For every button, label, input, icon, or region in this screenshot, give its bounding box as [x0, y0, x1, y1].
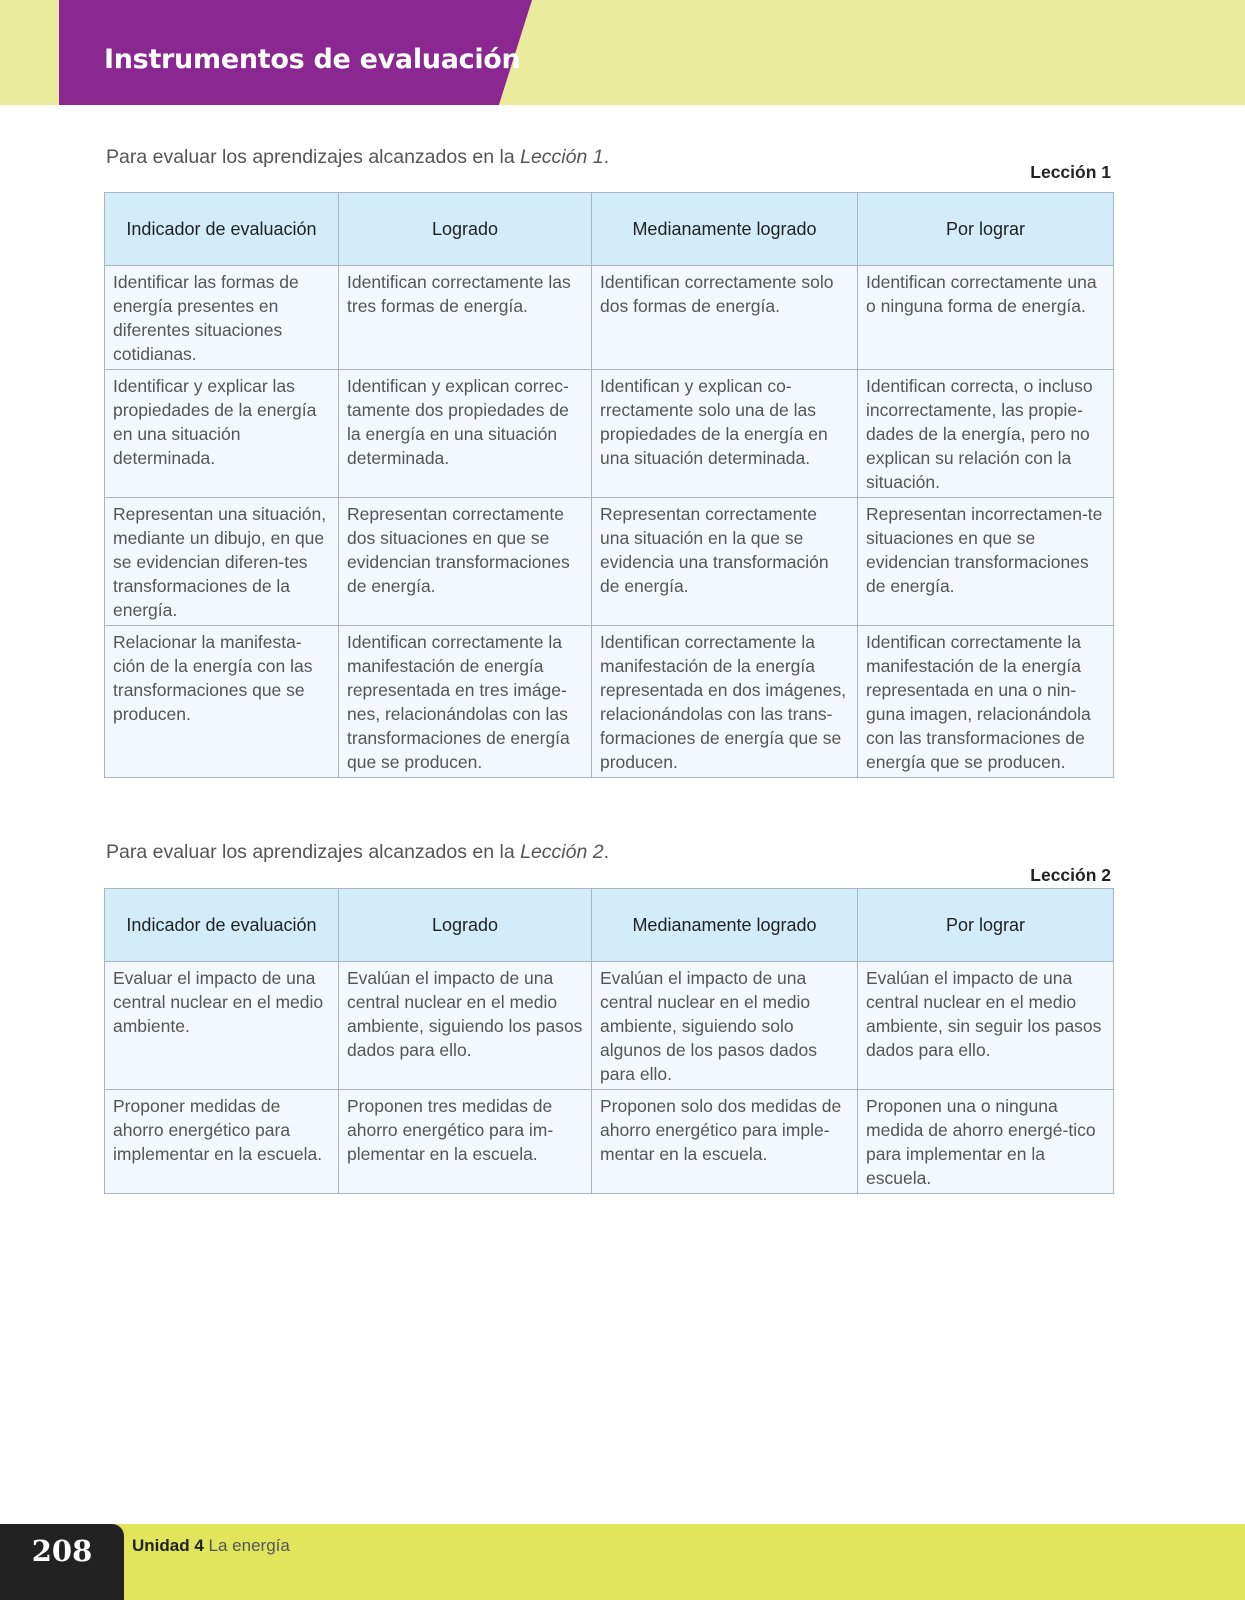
rubric-table-lesson-2: [104, 888, 1114, 1194]
table-cell: Identificar las formas de energía presentes en diferentes situaciones cotidianas.: [105, 266, 339, 370]
table-cell: Identifican correctamente las tres formas de energía.: [339, 266, 592, 370]
table-cell: Proponen tres medidas de ahorro energético para im-plementar en la escuela.: [339, 1090, 592, 1194]
table-row: [105, 626, 1114, 778]
table-row: [105, 370, 1114, 498]
section1-lesson-label: Lección 1: [1030, 162, 1111, 182]
section2-intro-prefix: Para evaluar los aprendizajes alcanzados en la: [106, 841, 521, 863]
page-number: 208: [31, 1534, 93, 1568]
section1-intro-suffix: .: [603, 146, 609, 168]
table-cell: Evaluar el impacto de una central nuclear en el medio ambiente.: [105, 962, 339, 1090]
table-header-row: [105, 889, 1114, 962]
footer-unit: [132, 1536, 290, 1556]
table-cell: Identifican correctamente la manifestación de energía representada en tres imáge-nes, relacionándolas con las transformaciones de energía que se producen.: [339, 626, 592, 778]
section2-intro-suffix: .: [603, 841, 609, 863]
page-title: Instrumentos de evaluación: [104, 44, 521, 75]
table-row: [105, 266, 1114, 370]
section2-lesson-label: Lección 2: [1030, 865, 1111, 885]
table-cell: Identifican y explican co-rrectamente solo una de las propiedades de la energía en una situación determinada.: [592, 370, 858, 498]
table-cell: Identifican correctamente la manifestación de la energía representada en una o nin-guna imagen, relacionándola con las transformaciones de energía que se producen.: [858, 626, 1114, 778]
table-row: [105, 1090, 1114, 1194]
column-header-medianamente-logrado: Medianamente logrado: [592, 193, 858, 266]
table-cell: Representan incorrectamen-te situaciones en que se evidencian transformaciones de energía.: [858, 498, 1114, 626]
rubric-table-lesson-1: [104, 192, 1114, 778]
table-cell: Proponen una o ninguna medida de ahorro energé-tico para implementar en la escuela.: [858, 1090, 1114, 1194]
table-cell: Proponer medidas de ahorro energético para implementar en la escuela.: [105, 1090, 339, 1194]
column-header-indicator: Indicador de evaluación: [105, 193, 339, 266]
section2-intro: [106, 841, 609, 864]
table-cell: Identifican correctamente una o ninguna forma de energía.: [858, 266, 1114, 370]
footer-unit-label: Unidad 4: [132, 1536, 204, 1555]
table-cell: Proponen solo dos medidas de ahorro energético para imple-mentar en la escuela.: [592, 1090, 858, 1194]
column-header-por-lograr: Por lograr: [858, 193, 1114, 266]
table-cell: Representan correctamente dos situaciones en que se evidencian transformaciones de energía.: [339, 498, 592, 626]
table-cell: Representan correctamente una situación en la que se evidencia una transformación de energía.: [592, 498, 858, 626]
section1-intro-prefix: Para evaluar los aprendizajes alcanzados en la: [106, 146, 521, 168]
column-header-indicator: Indicador de evaluación: [105, 889, 339, 962]
table-cell: Identificar y explicar las propiedades de la energía en una situación determinada.: [105, 370, 339, 498]
table-row: [105, 962, 1114, 1090]
column-header-medianamente-logrado: Medianamente logrado: [592, 889, 858, 962]
section1-intro-lesson: Lección 1: [520, 146, 604, 168]
table-row: [105, 498, 1114, 626]
table-cell: Evalúan el impacto de una central nuclear en el medio ambiente, siguiendo los pasos dados para ello.: [339, 962, 592, 1090]
footer-unit-topic: La energía: [208, 1536, 290, 1555]
table-cell: Evalúan el impacto de una central nuclear en el medio ambiente, siguiendo solo algunos de los pasos dados para ello.: [592, 962, 858, 1090]
table-cell: Evalúan el impacto de una central nuclear en el medio ambiente, sin seguir los pasos dados para ello.: [858, 962, 1114, 1090]
table-cell: Relacionar la manifesta-ción de la energía con las transformaciones que se producen.: [105, 626, 339, 778]
column-header-logrado: Logrado: [339, 193, 592, 266]
section2-intro-lesson: Lección 2: [520, 841, 604, 863]
table-cell: Identifican correctamente la manifestación de la energía representada en dos imágenes, relacionándolas con las trans-formaciones de energía que se producen.: [592, 626, 858, 778]
table-header-row: [105, 193, 1114, 266]
table-cell: Representan una situación, mediante un dibujo, en que se evidencian diferen-tes transformaciones de la energía.: [105, 498, 339, 626]
section1-intro: [106, 146, 609, 169]
table-cell: Identifican correcta, o incluso incorrectamente, las propie-dades de la energía, pero no explican su relación con la situación.: [858, 370, 1114, 498]
table-cell: Identifican correctamente solo dos formas de energía.: [592, 266, 858, 370]
column-header-logrado: Logrado: [339, 889, 592, 962]
column-header-por-lograr: Por lograr: [858, 889, 1114, 962]
table-cell: Identifican y explican correc-tamente dos propiedades de la energía en una situación determinada.: [339, 370, 592, 498]
